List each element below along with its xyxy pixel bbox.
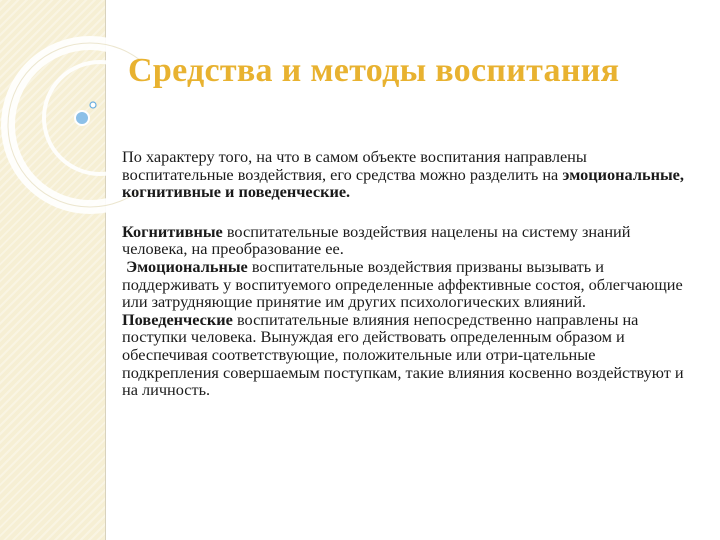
bullet-dot-large-icon	[75, 111, 89, 125]
slide-body	[122, 148, 692, 399]
behavioral-term: Поведенческие	[122, 309, 233, 329]
intro-text: По характеру того, на что в самом объекте воспитания направлены воспитательные воздействия, его средства можно разделить на	[122, 147, 587, 184]
decorative-rings	[0, 0, 140, 260]
cognitive-text: воспитательные воздействия нацелены на систему знаний человека, на преобразование ее.	[122, 221, 631, 259]
behavioral-paragraph	[122, 311, 692, 399]
behavioral-text: воспитательные влияния непосредственно направлены на поступки человека. Вынуждая его действовать определенным образом и обеспечивая соответствующие, положительные или отри-цательные подкрепления совершаемым поступкам, такие влияния косвенно воздействуют и на личность.	[122, 309, 684, 400]
emotional-term: Эмоциональные	[126, 256, 248, 276]
slide-title: Средства и методы воспитания	[128, 52, 620, 89]
cognitive-term: Когнитивные	[122, 221, 223, 241]
emotional-paragraph	[122, 258, 692, 311]
emotional-text: воспитательные воздействия призваны вызывать и поддерживать у воспитуемого определенные аффективные состоя, облегчающие или затрудняющие принятие им других психологических влияний.	[122, 256, 683, 312]
intro-bold-text: эмоциональные, когнитивные и поведенческие.	[122, 164, 684, 202]
cognitive-paragraph	[122, 223, 692, 258]
intro-paragraph	[122, 148, 692, 201]
bullet-dot-small-icon	[90, 102, 96, 108]
paragraph-gap	[122, 201, 692, 223]
